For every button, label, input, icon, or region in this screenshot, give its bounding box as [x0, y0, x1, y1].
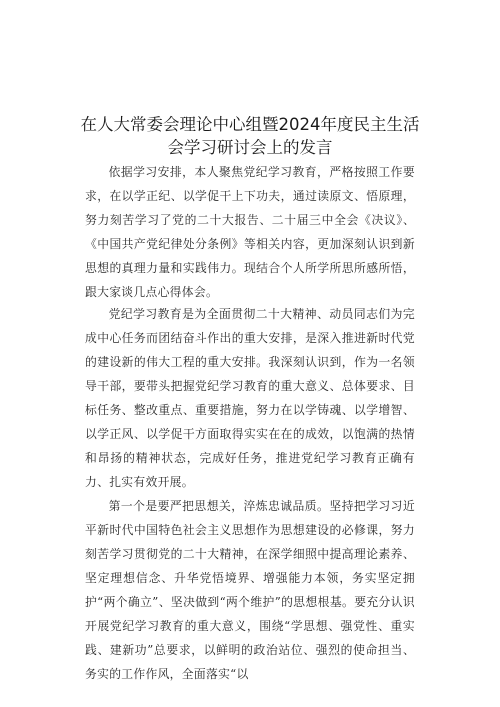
document-title-line-1: 在人大常委会理论中心组暨2024年度民主生活 — [80, 115, 420, 134]
body-paragraph-1: 依据学习安排，本人聚焦党纪学习教育，严格按照工作要求，在以学正纪、以学促干上下功夫，通过读原文、悟原理，努力刻苦学习了党的二十大报告、二十届三中全会《决议》、《中国共产党纪律处分条例》等相关内容，更加深刻认识到新思想的真理力量和实践伟力。现结合个人所学所思所感所悟，跟大家谈几点心得体会。 — [85, 165, 415, 299]
body-paragraph-2: 党纪学习教育是为全面贯彻二十大精神、动员同志们为完成中心任务而团结奋斗作出的重大安排，是深入推进新时代党的建设新的伟大工程的重大安排。我深刻认识到，作为一名领导干部，要带头把握党纪学习教育的重大意义、总体要求、目标任务、整改重点、重要措施，努力在以学铸魂、以学增智、以学正风、以学促干方面取得实实在在的成效，以饱满的热情和昂扬的精神状态，完成好任务，推进党纪学习教育正确有力、扎实有效开展。 — [85, 307, 415, 489]
document-title-line-2: 会学习研讨会上的发言 — [167, 138, 333, 157]
body-paragraph-3: 第一个是要严把思想关，淬炼忠诚品质。坚持把学习习近平新时代中国特色社会主义思想作为思想建设的必修课，努力刻苦学习贯彻党的二十大精神，在深学细照中提高理论素养、坚定理想信念、升华党悟境界、增强能力本领，务实坚定拥护“两个确立”、坚决做到“两个维护”的思想根基。要充分认识开展党纪学习教育的重大意义，围绕“学思想、强党性、重实践、建新功”总要求，以鲜明的政治站位、强烈的使命担当、务实的工作作风，全面落实“以 — [85, 499, 415, 681]
